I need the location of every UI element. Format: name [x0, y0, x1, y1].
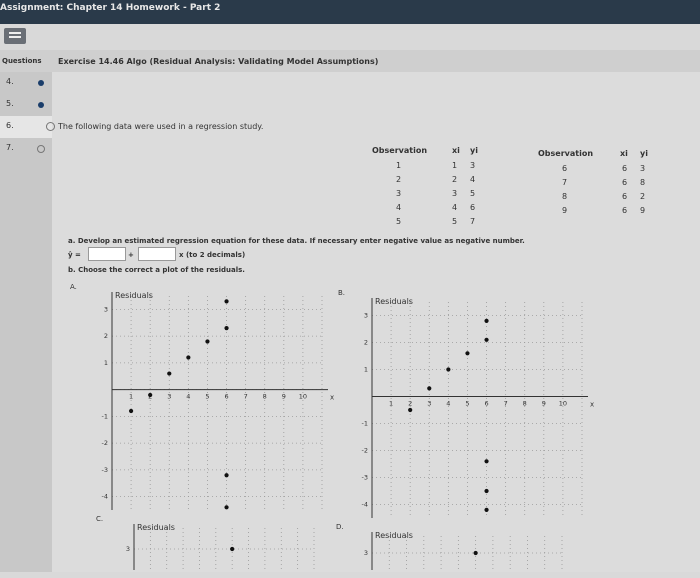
- x-tick-label: 2: [408, 399, 413, 408]
- data-point: [186, 355, 190, 359]
- table-right-header-x: xi: [620, 149, 628, 158]
- data-point: [484, 459, 488, 463]
- data-point: [129, 409, 133, 413]
- x-tick-label: 1: [389, 399, 394, 408]
- table-right-cell: 6: [622, 178, 628, 187]
- x-axis-label: x: [330, 393, 335, 402]
- option-c-label[interactable]: C.: [96, 515, 104, 523]
- data-point: [465, 351, 469, 355]
- table-left-cell: 3: [452, 189, 458, 198]
- y-tick-label: 2: [363, 338, 368, 347]
- residual-plot-b[interactable]: [346, 292, 596, 526]
- part-b-prompt: b. Choose the correct a plot of the residuals.: [68, 266, 245, 274]
- question-nav: [0, 72, 52, 572]
- table-right-header-observation: Observation: [538, 149, 594, 158]
- option-b-label[interactable]: B.: [338, 289, 346, 297]
- table-right-header-y: yi: [640, 149, 648, 158]
- table-left-cell: 4: [470, 175, 476, 184]
- table-left-header-observation: Observation: [372, 146, 428, 155]
- y-tick-label: 3: [363, 311, 368, 320]
- residual-plot-d[interactable]: [346, 526, 576, 578]
- y-tick-label: -2: [101, 439, 108, 448]
- x-tick-label: 1: [129, 392, 134, 401]
- answered-dot-icon: [38, 102, 44, 108]
- table-right-cell: 6: [622, 206, 628, 215]
- chart-title: Residuals: [375, 297, 413, 306]
- data-point: [484, 338, 488, 342]
- x-tick-label: 8: [522, 399, 527, 408]
- y-tick-label: -3: [101, 465, 108, 474]
- question-intro: The following data were used in a regression study.: [58, 122, 264, 131]
- x-tick-label: 7: [503, 399, 508, 408]
- table-left-cell: 5: [470, 189, 476, 198]
- nav-item-7[interactable]: [0, 138, 52, 160]
- nav-item-number: 5.: [6, 99, 14, 108]
- data-point: [224, 299, 228, 303]
- table-right-cell: 9: [562, 206, 568, 215]
- x-tick-label: 9: [281, 392, 286, 401]
- chart-title: Residuals: [375, 531, 413, 540]
- y-tick-label: -3: [361, 473, 368, 482]
- table-right-cell: 8: [562, 192, 568, 201]
- x-tick-label: 3: [167, 392, 172, 401]
- y-tick-label: -1: [101, 412, 108, 421]
- data-point: [408, 408, 412, 412]
- x-axis-label: x: [590, 400, 595, 409]
- questions-tab[interactable]: Questions: [2, 57, 42, 65]
- data-point: [205, 339, 209, 343]
- chart-title: Residuals: [137, 523, 175, 532]
- nav-item-number: 4.: [6, 77, 14, 86]
- table-left-cell: 4: [452, 203, 458, 212]
- table-left-cell: 3: [470, 161, 476, 170]
- nav-item-number: 6.: [6, 121, 14, 130]
- y-tick-label: -1: [361, 419, 368, 428]
- data-point: [167, 371, 171, 375]
- table-left-cell: 1: [452, 161, 458, 170]
- intercept-input[interactable]: [88, 247, 126, 261]
- data-point: [484, 489, 488, 493]
- data-point: [224, 473, 228, 477]
- status-circle-icon: [46, 122, 55, 131]
- option-a-label[interactable]: A.: [70, 283, 77, 291]
- data-point: [484, 508, 488, 512]
- x-tick-label: 7: [243, 392, 248, 401]
- table-left-cell: 6: [470, 203, 476, 212]
- exercise-title: Exercise 14.46 Algo (Residual Analysis: Validating Model Assumptions): [58, 57, 379, 66]
- table-left-cell: 4: [396, 203, 402, 212]
- table-right-cell: 2: [640, 192, 646, 201]
- x-tick-label: 6: [484, 399, 489, 408]
- y-tick-label: -4: [101, 492, 108, 501]
- part-a-prompt: a. Develop an estimated regression equation for these data. If necessary enter negative value as negative number.: [68, 237, 525, 245]
- data-point: [446, 367, 450, 371]
- data-point: [474, 551, 478, 555]
- y-tick-label: 3: [103, 305, 108, 314]
- chart-title: Residuals: [115, 291, 153, 300]
- data-point: [224, 326, 228, 330]
- menu-icon-line: [9, 36, 21, 38]
- y-tick-label: 1: [363, 365, 368, 374]
- data-point: [427, 386, 431, 390]
- table-right-cell: 3: [640, 164, 646, 173]
- y-tick-label: 1: [103, 358, 108, 367]
- y-tick-label: -4: [361, 500, 368, 509]
- slope-input[interactable]: [138, 247, 176, 261]
- table-left-cell: 5: [452, 217, 458, 226]
- x-tick-label: 3: [427, 399, 432, 408]
- x-tick-label: 10: [298, 392, 308, 401]
- equation-plus: +: [128, 251, 134, 259]
- x-tick-label: 5: [465, 399, 470, 408]
- menu-icon: [9, 32, 21, 34]
- nav-item-6[interactable]: [0, 116, 52, 138]
- x-tick-label: 8: [262, 392, 267, 401]
- table-left-cell: 7: [470, 217, 476, 226]
- table-right-cell: 6: [622, 164, 628, 173]
- table-right-cell: 8: [640, 178, 646, 187]
- equation-suffix: x (to 2 decimals): [179, 251, 246, 259]
- x-tick-label: 5: [205, 392, 210, 401]
- data-point: [148, 393, 152, 397]
- y-tick-label: 3: [125, 545, 130, 553]
- data-point: [224, 505, 228, 509]
- y-tick-label: 3: [363, 549, 368, 557]
- unanswered-circle-icon: [37, 145, 45, 153]
- table-right-cell: 7: [562, 178, 568, 187]
- data-point: [230, 547, 234, 551]
- x-tick-label: 4: [186, 392, 191, 401]
- x-tick-label: 9: [541, 399, 546, 408]
- table-right-cell: 6: [622, 192, 628, 201]
- option-d-label[interactable]: D.: [336, 523, 344, 531]
- answered-dot-icon: [38, 80, 44, 86]
- x-tick-label: 10: [558, 399, 568, 408]
- nav-item-number: 7.: [6, 143, 14, 152]
- y-tick-label: -2: [361, 446, 368, 455]
- table-left-cell: 2: [452, 175, 458, 184]
- menu-button[interactable]: [4, 28, 26, 44]
- x-tick-label: 6: [224, 392, 229, 401]
- table-left-header-x: xi: [452, 146, 460, 155]
- data-point: [484, 319, 488, 323]
- table-right-cell: 9: [640, 206, 646, 215]
- table-left-cell: 2: [396, 175, 402, 184]
- nav-item-5[interactable]: [0, 94, 52, 116]
- table-left-cell: 3: [396, 189, 402, 198]
- table-left-cell: 5: [396, 217, 402, 226]
- table-left-header-y: yi: [470, 146, 478, 155]
- y-tick-label: 2: [103, 332, 108, 341]
- table-right-cell: 6: [562, 164, 568, 173]
- residual-plot-a[interactable]: [86, 286, 336, 518]
- assignment-title: Assignment: Chapter 14 Homework - Part 2: [0, 3, 221, 13]
- x-tick-label: 4: [446, 399, 451, 408]
- residual-plot-c[interactable]: [108, 518, 328, 578]
- nav-item-4[interactable]: [0, 72, 52, 94]
- equation-lhs: ŷ =: [68, 251, 81, 259]
- table-left-cell: 1: [396, 161, 402, 170]
